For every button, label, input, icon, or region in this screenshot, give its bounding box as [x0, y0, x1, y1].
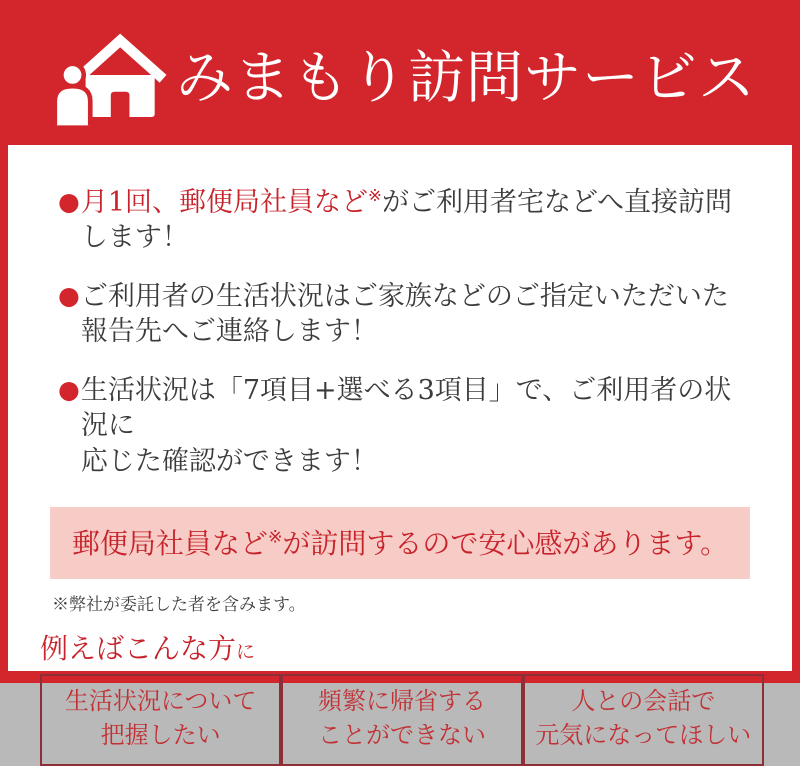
feature-list	[48, 185, 754, 479]
examples-heading-suffix: に	[236, 640, 256, 663]
feature-item-check-text	[81, 373, 754, 478]
example-cell-grasp-situation	[40, 674, 281, 766]
reassurance-banner	[50, 507, 750, 579]
example-cell-line2: 把握したい	[100, 721, 221, 750]
feature-item-report	[48, 279, 754, 349]
example-cell-line1: 頻繁に帰省する	[317, 686, 486, 715]
feature-check-line2: 応じた確認ができます！	[80, 445, 378, 477]
feature-report-line1: ご利用者の生活状況はご家族などのご指定いただいた	[80, 281, 729, 313]
feature-item-visit-text	[81, 185, 754, 255]
examples-heading	[40, 627, 754, 667]
reference-mark: ※	[267, 527, 283, 548]
feature-check-line1: 生活状況は「7項目+選べる3項目」で、ご利用者の状況に	[80, 375, 732, 442]
feature-visit-lead: 月1回、郵便局社員など	[80, 187, 369, 218]
bullet-dot-icon: ●	[58, 281, 80, 311]
example-cell-line1: 人との会話で	[571, 686, 716, 715]
example-cell-line2: 元気になってほしい	[535, 721, 752, 750]
example-cell-cheer-up-by-conversation	[523, 674, 764, 766]
header	[0, 0, 800, 145]
bullet-dot-icon: ●	[58, 375, 80, 405]
feature-item-visit	[48, 185, 754, 255]
example-cell-line2: ことができない	[317, 721, 486, 750]
feature-report-line2: 報告先へご連絡します！	[80, 316, 378, 348]
page-title: みまもり訪問サービス	[176, 44, 756, 111]
footnote: ※弊社が委託した者を含みます。	[52, 594, 306, 615]
feature-item-report-text	[81, 279, 729, 349]
examples-table	[40, 674, 764, 766]
reference-mark: ※	[368, 185, 383, 205]
content-panel	[8, 145, 792, 750]
example-cell-line1: 生活状況について	[64, 686, 257, 715]
feature-item-check	[48, 373, 754, 478]
banner-rest: が訪問するので安心感があります。	[282, 526, 729, 560]
bullet-dot-icon: ●	[58, 187, 80, 216]
example-cell-cannot-return-home	[281, 674, 522, 766]
feature-visit-rest: がご利用者宅などへ直接訪問します！	[80, 187, 732, 254]
house-person-icon	[52, 28, 164, 122]
banner-lead: 郵便局社員など	[71, 526, 268, 560]
examples-heading-main: 例えばこんな方	[40, 631, 237, 665]
